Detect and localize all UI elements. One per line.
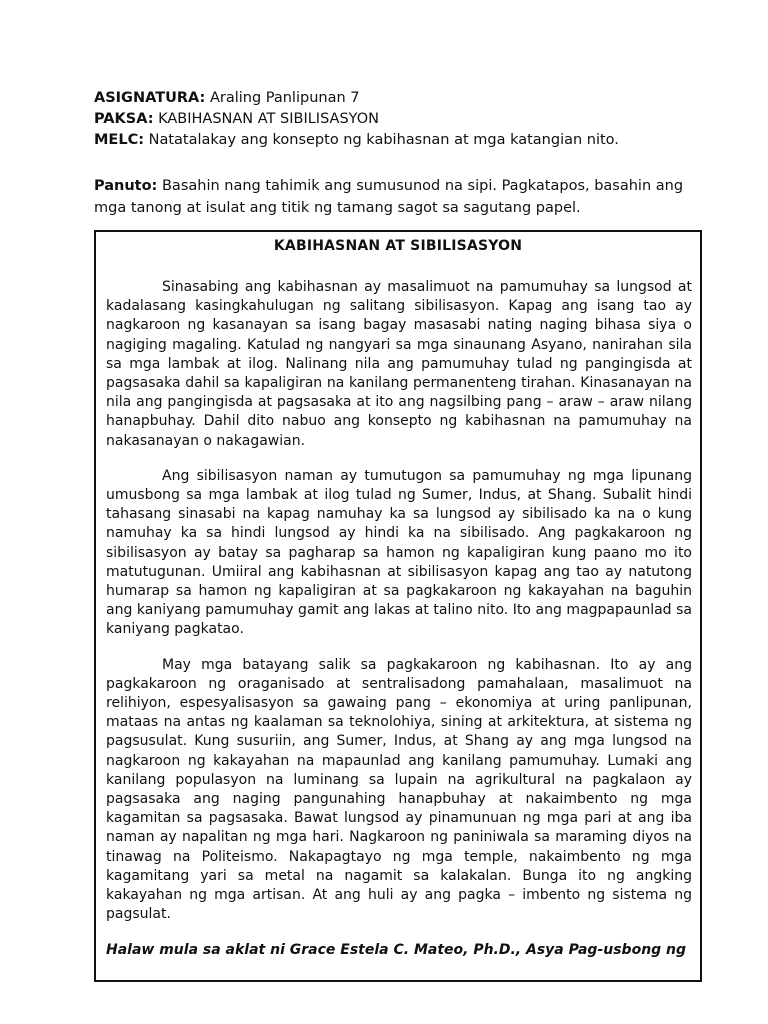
reading-paragraph-2: Ang sibilisasyon naman ay tumutugon sa pamumuhay ng mga lipunang umusbong sa mga lambak at ilog tulad ng Sumer, Indus, at Shang. Subalit hindi tahasang sinasabi na kapag namuhay ka sa lungsod ay sibilisado ka na o kung namuhay ka sa hindi lungsod ay hindi ka na sibilisado. Ang pagkakaroon ng sibilisasyon ay batay sa pagharap sa hamon ng kapaligiran kung paano mo ito matutugunan. Umiiral ang kabihasnan at sibilisasyon kapag ang tao ay natutong humarap sa hamon ng kapaligiran at sa pagkakaroon ng kakayahan na baguhin ang kaniyang pamumuhay gamit ang lakas at talino nito. Ito ang magpapaunlad sa kaniyang pagkatao.: [106, 467, 692, 638]
reading-paragraph-3: May mga batayang salik sa pagkakaroon ng kabihasnan. Ito ay ang pagkakaroon ng oraganisado at sentralisadong pamahalaan, masalimuot na relihiyon, espesyalisasyon sa gawaing pang – ekonomiya at uring panlipunan, mataas na antas ng kaalaman sa teknolohiya, sining at arkitektura, at sistema ng pagsusulat. Kung susuriin, ang Sumer, Indus, at Shang ay ang mga lungsod na nagkaroon ng kakayahan na mapaunlad ang kanilang pamumuhay. Lumaki ang kanilang populasyon na luminang sa lupain na agrikultural na pagkalaon ay pagsasaka ang naging pangunahing hanapbuhay at nakaimbento ng mga kagamitan sa pagsasaka. Bawat lungsod ay pinamunuan ng mga pari at ang iba naman ay napalitan ng mga hari. Nagkaroon ng paniniwala sa maraming diyos na tinawag na Politeismo. Nakapagtayo ng mga temple, nakaimbento ng mga kagamitang yari sa metal na nagamit sa kalakalan. Bunga ito ng angking kakayahan ng mga artisan. At ang huli ay ang pagka – imbento ng sistema ng pagsulat.: [106, 656, 692, 923]
competency-label: MELC:: [94, 132, 145, 148]
competency-line: [94, 130, 714, 151]
reading-title: KABIHASNAN AT SIBILISASYON: [273, 238, 523, 254]
source-citation: Halaw mula sa aklat ni Grace Estela C. Mateo, Ph.D., Asya Pag-usbong ng: [106, 941, 687, 958]
topic-label: PAKSA:: [94, 111, 154, 127]
reading-paragraph-1: Sinasabing ang kabihasnan ay masalimuot na pamumuhay sa lungsod at kadalasang kasingkahulugan ng salitang sibilisasyon. Kapag ang isang tao ay nagkaroon ng kasanayan sa isang bagay masasabi nating naging bihasa siya o nagiging magaling. Katulad ng nangyari sa mga sinaunang Asyano, nanirahan sila sa mga lambak at ilog. Nalinang nila ang pamumuhay tulad ng pangingisda at pagsasaka dahil sa kapaligiran na kanilang permanenteng tirahan. Kinasanayan na nila ang pangingisda at pagsasaka at ito ang nagsilbing pang – araw – araw nilang hanapbuhay. Dahil dito nabuo ang konsepto ng kabihasnan na pamumuhay na nakasanayan o nakagawian.: [106, 279, 692, 449]
subject-value: Araling Panlipunan 7: [209, 90, 360, 106]
instructions-text: Basahin nang tahimik ang sumusunod na sipi. Pagkatapos, basahin ang mga tanong at isulat ang titik ng tamang sagot sa sagutang papel.: [94, 178, 684, 216]
reading-body: [106, 278, 692, 960]
topic-line: [94, 109, 714, 130]
instructions: [94, 175, 698, 219]
reading-passage-box: [94, 230, 702, 982]
competency-value: Natatalakay ang konsepto ng kabihasnan at mga katangian nito.: [148, 132, 619, 148]
subject-label: ASIGNATURA:: [94, 90, 206, 106]
instructions-label: Panuto:: [94, 178, 158, 194]
subject-line: [94, 88, 714, 109]
topic-value: KABIHASNAN AT SIBILISASYON: [158, 111, 379, 127]
worksheet-header: [94, 88, 714, 151]
